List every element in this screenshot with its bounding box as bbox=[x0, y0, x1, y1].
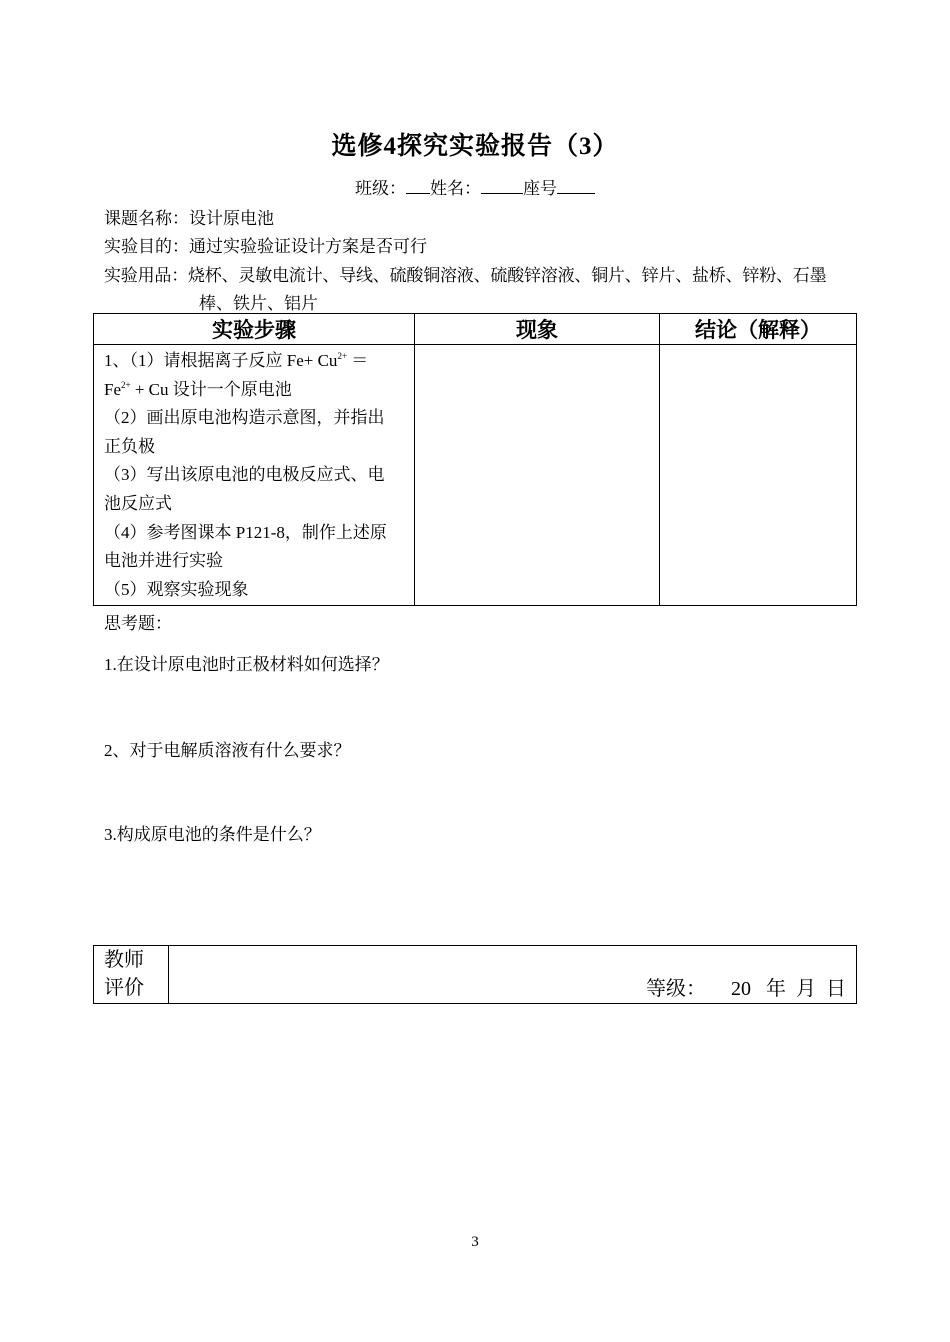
page-title: 选修4探究实验报告（3） bbox=[331, 133, 619, 160]
teacher-evaluation-table bbox=[93, 945, 857, 1004]
step-line: 正负极 bbox=[104, 436, 155, 456]
seat-label: 座号 bbox=[523, 179, 557, 198]
step-line: （2）画出原电池构造示意图，并指出 bbox=[104, 408, 385, 428]
step-line: （5）观察实验现象 bbox=[104, 579, 249, 599]
name-label: 姓名： bbox=[430, 179, 481, 198]
table-header-row bbox=[94, 314, 857, 345]
materials-line-2: 棒、铁片、铝片 bbox=[199, 294, 318, 313]
experiment-table bbox=[93, 313, 857, 606]
header-phenomenon: 现象 bbox=[415, 314, 660, 345]
step-line: 电池并进行实验 bbox=[104, 551, 223, 571]
step-line: $Fe^{2+} + Cu$ 设计一个原电池 bbox=[104, 379, 292, 399]
step-line: （4）参考图课本 P121-8，制作上述原 bbox=[104, 522, 387, 542]
student-info-line bbox=[0, 174, 950, 199]
topic-line: 课题名称：设计原电池 bbox=[104, 209, 274, 228]
step-line: 池反应式 bbox=[104, 493, 172, 513]
grade-date-line: 等级： 20 年 月 日 bbox=[646, 978, 846, 1000]
table-row bbox=[94, 345, 857, 606]
phenomenon-cell[interactable] bbox=[415, 345, 660, 606]
seat-blank[interactable] bbox=[557, 177, 595, 194]
question-1: 1.在设计原电池时正极材料如何选择？ bbox=[104, 655, 389, 674]
page-number: 3 bbox=[471, 1234, 479, 1250]
question-2: 2、对于电解质溶液有什么要求？ bbox=[104, 741, 351, 760]
materials-line-1: 实验用品：烧杯、灵敏电流计、导线、硫酸铜溶液、硫酸锌溶液、铜片、锌片、盐桥、锌粉、石墨 bbox=[104, 266, 827, 285]
header-steps: 实验步骤 bbox=[94, 314, 415, 345]
steps-text bbox=[94, 345, 414, 604]
question-3: 3.构成原电池的条件是什么？ bbox=[104, 825, 321, 844]
evaluation-body[interactable] bbox=[169, 946, 857, 1004]
header-conclusion: 结论（解释） bbox=[660, 314, 857, 345]
questions-heading: 思考题： bbox=[104, 614, 172, 633]
step-line: （3）写出该原电池的电极反应式、电 bbox=[104, 465, 385, 485]
name-blank[interactable] bbox=[481, 177, 523, 194]
table-row bbox=[94, 946, 857, 1004]
step-line: 1、（1）请根据离子反应 $Fe+ Cu^{2+}$ ＝ bbox=[104, 351, 369, 370]
purpose-line: 实验目的：通过实验验证设计方案是否可行 bbox=[104, 237, 427, 256]
class-label: 班级： bbox=[355, 179, 406, 198]
steps-cell bbox=[94, 345, 415, 606]
conclusion-cell[interactable] bbox=[660, 345, 857, 606]
evaluation-label: 教师 评价 bbox=[94, 946, 169, 1004]
class-blank[interactable] bbox=[406, 177, 430, 194]
